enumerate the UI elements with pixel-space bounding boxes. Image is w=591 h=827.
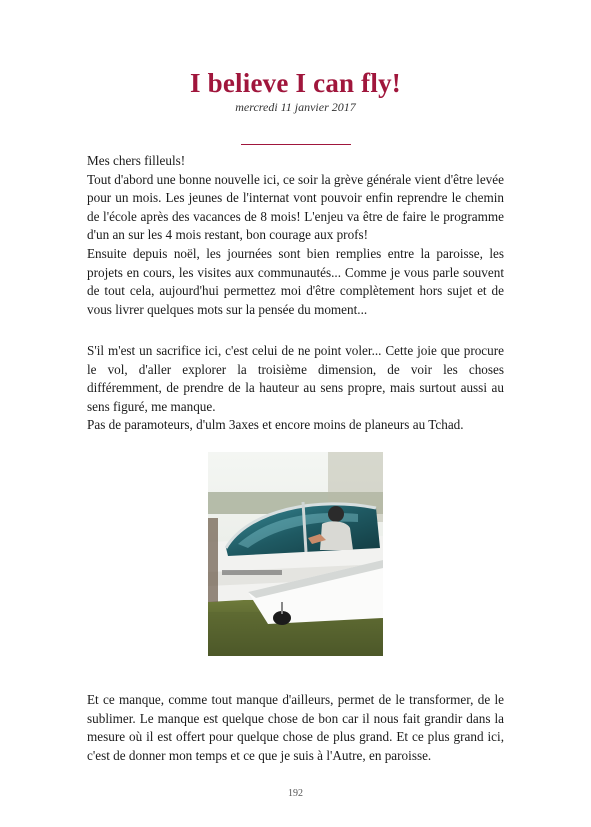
text-block-sacrifice <box>87 691 504 765</box>
paragraph: Mes chers filleuls! <box>87 153 186 168</box>
paragraph: Pas de paramoteurs, d'ulm 3axes et encore moins de planeurs au Tchad. <box>87 417 464 433</box>
title-separator <box>241 144 351 145</box>
paragraph: Ensuite depuis noël, les journées sont bien remplies entre la paroisse, les projets en cours, les visites aux communautés... Comme je vous parle souvent de tout cela, aujourd'hui permettez moi d'être complètement hors sujet et de vous livrer quelques mots sur la pensée du moment... <box>87 245 504 317</box>
paragraph: Et ce manque, comme tout manque d'ailleurs, permet de le transformer, de le sublimer. Le manque est quelque chose de bon car il nous fait grandir dans la mesure où il est offert pour quelque chose de plus grand. Et ce plus grand ici, c'est de donner mon temps et ce que je suis à l'Autre, en paroisse. <box>87 692 504 763</box>
page-number: 192 <box>288 788 303 799</box>
text-block-intro <box>87 152 504 319</box>
post-date: mercredi 11 janvier 2017 <box>235 100 356 114</box>
paragraph: S'il m'est un sacrifice ici, c'est celui de ne point voler... Cette joie que procure le vol, d'aller explorer la troisième dimension, de voir les choses différemment, de prendre de la hauteur au sens propre, mais surtout aussi au sens figuré, me manque. <box>87 343 504 414</box>
text-block-flight <box>87 342 504 435</box>
paragraph: Tout d'abord une bonne nouvelle ici, ce soir la grève générale vient d'être levée pour un mois. Les jeunes de l'internat vont pouvoir enfin reprendre le chemin de l'école après des vacances de 8 mois! L'enjeu va être de faire le programme d'un an sur les 4 mois restant, bon courage aux profs! <box>87 171 504 243</box>
page-title: I believe I can fly! <box>190 68 401 98</box>
airplane-cockpit-photo <box>208 452 383 656</box>
